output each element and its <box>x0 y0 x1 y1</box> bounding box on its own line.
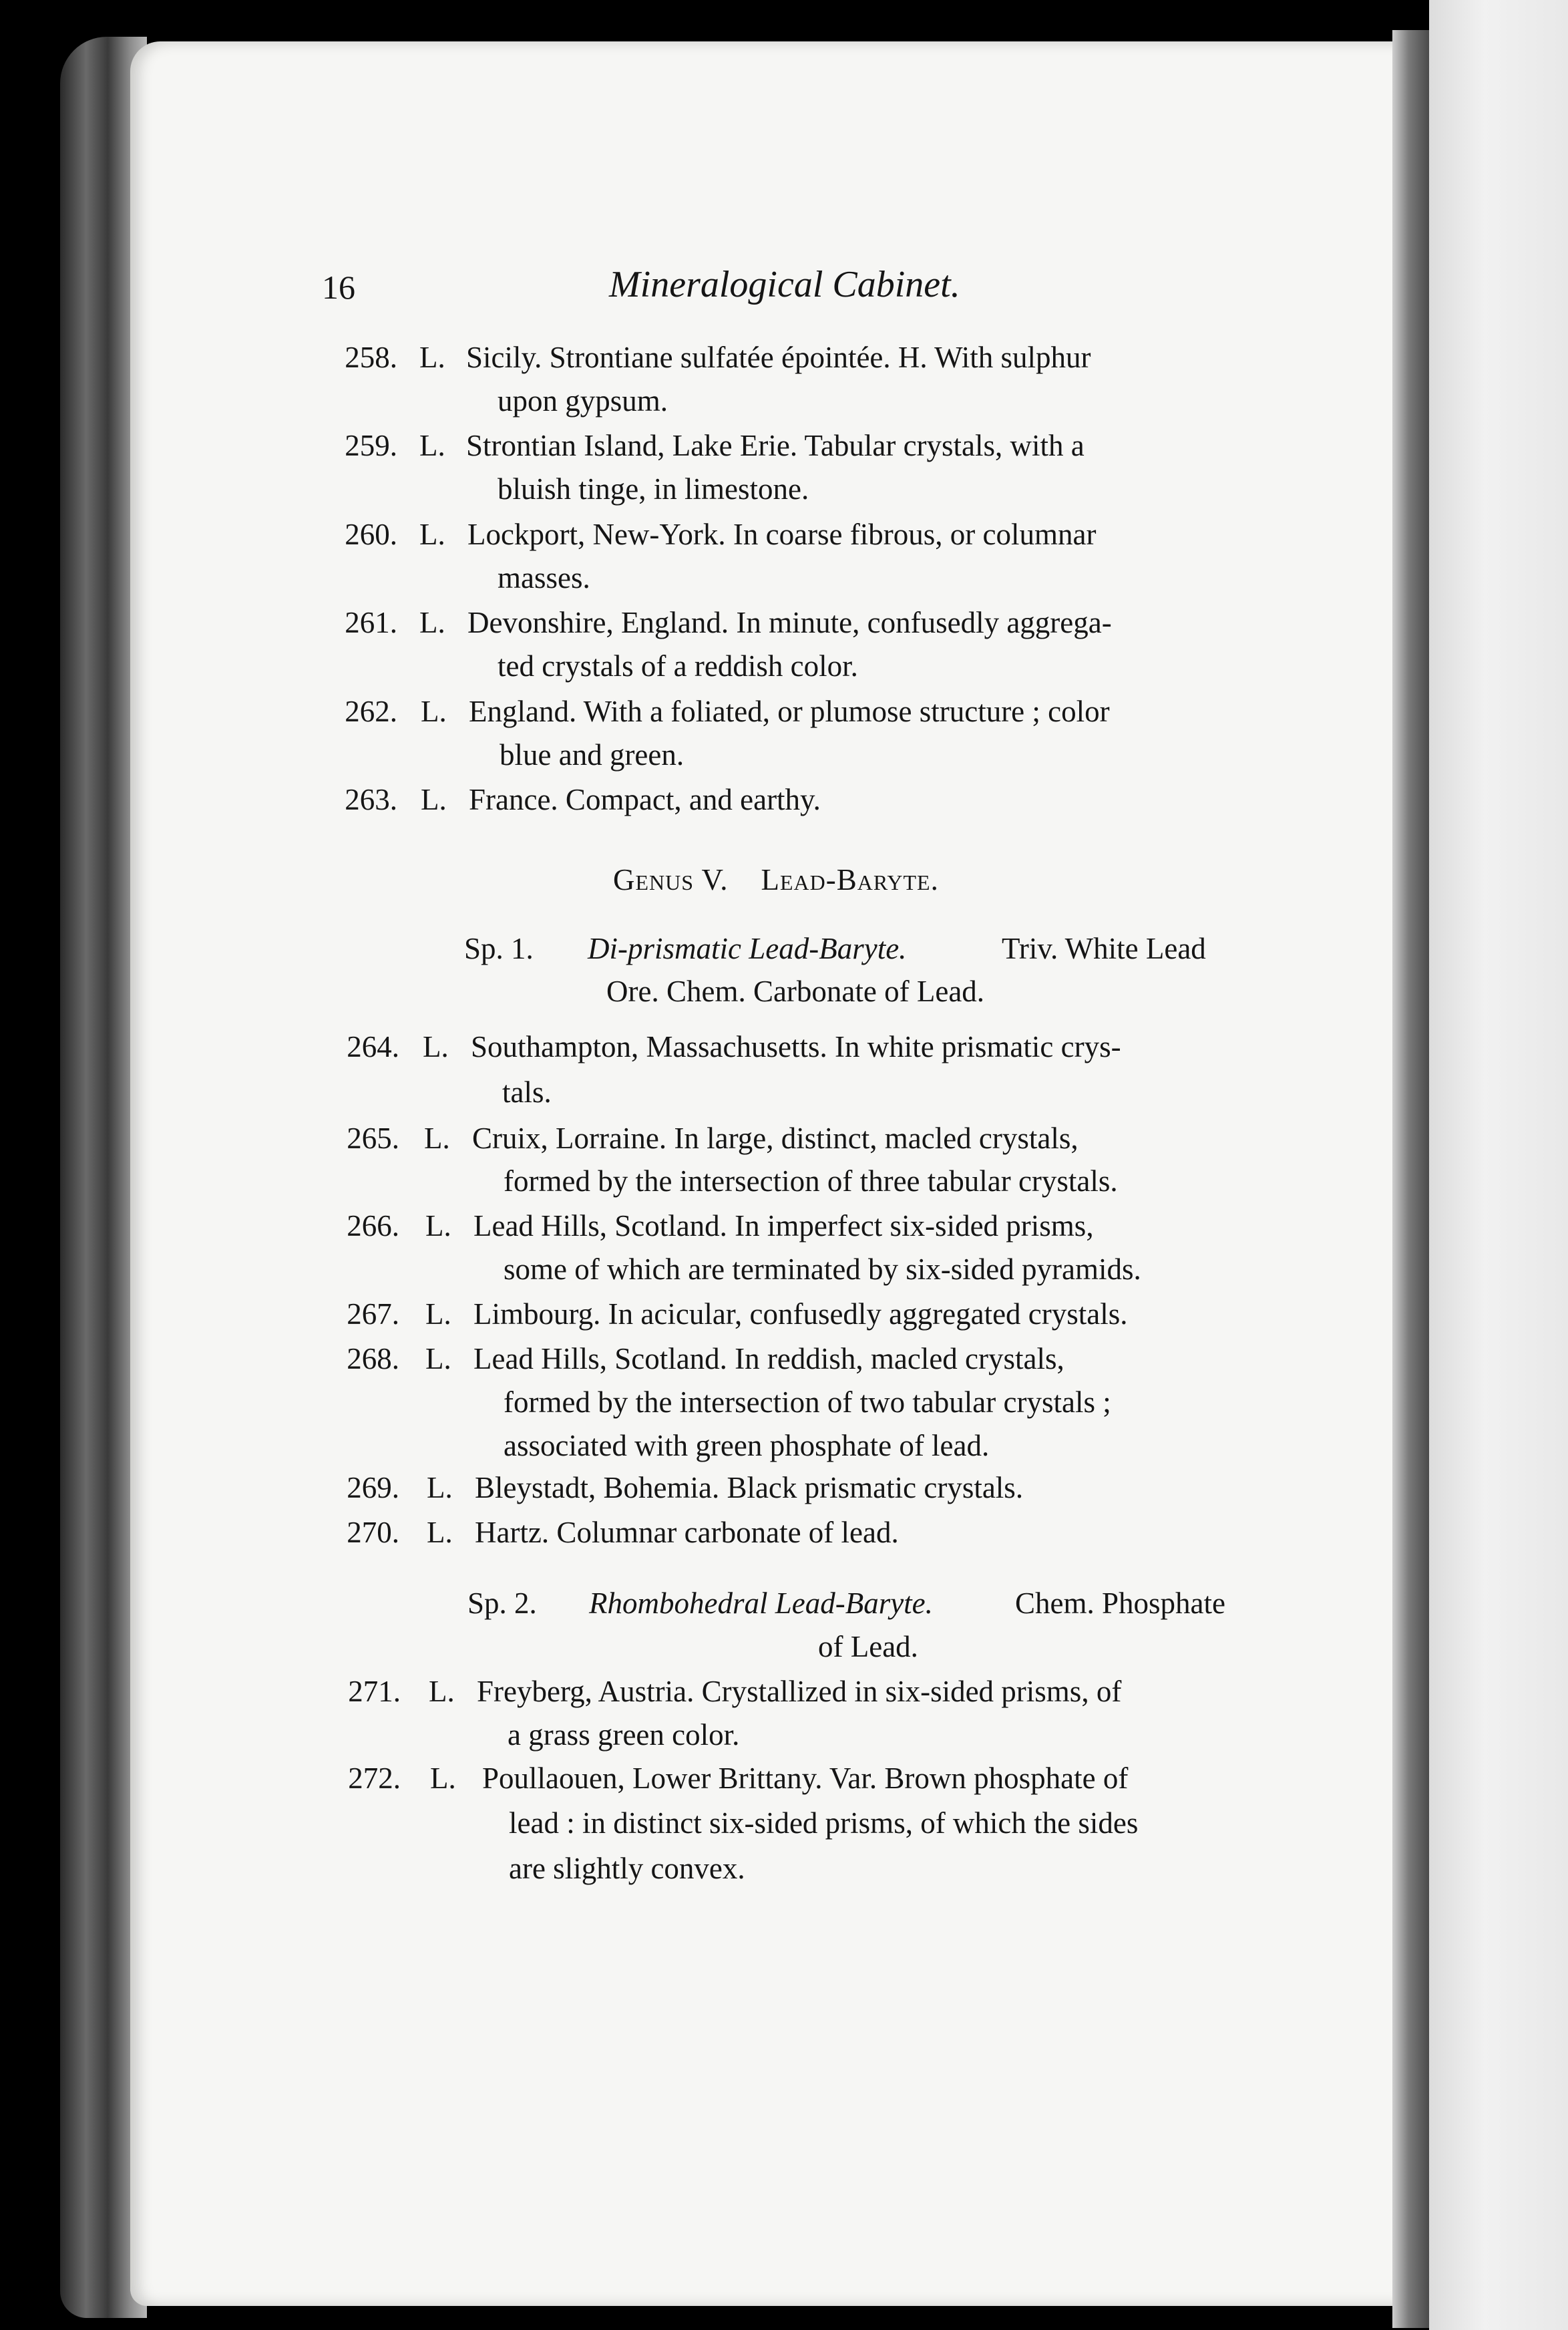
entry-number: 269. <box>347 1471 399 1504</box>
entry-line-1: Lockport, New-York. In coarse fibrous, or columnar <box>467 518 1097 551</box>
entry-number: 259. <box>345 429 397 462</box>
page-number: 16 <box>322 269 355 306</box>
entry-line-1: Lead Hills, Scotland. In reddish, macled crystals, <box>473 1342 1064 1375</box>
entry-line-1: France. Compact, and earthy. <box>469 783 821 816</box>
entry-line-2: lead : in distinct six-sided prisms, of which the sides <box>509 1806 1139 1840</box>
genus-heading <box>613 865 939 895</box>
running-head: Mineralogical Cabinet. <box>609 264 960 305</box>
entry-line-1: England. With a foliated, or plumose structure ; color <box>469 695 1110 728</box>
entry-line-1: Freyberg, Austria. Crystallized in six-sided prisms, of <box>477 1675 1122 1708</box>
species-trivial-name: Triv. White Lead <box>1002 932 1206 965</box>
entry-number: 262. <box>345 695 397 728</box>
entry-label: L. <box>430 1762 456 1795</box>
entry-line-1: Poullaouen, Lower Brittany. Var. Brown phosphate of <box>482 1762 1129 1795</box>
entry-number: 260. <box>345 518 397 551</box>
entry-label: L. <box>421 695 447 728</box>
genus-prefix: Genus V. <box>613 863 729 896</box>
entry-line-2: formed by the intersection of three tabular crystals. <box>504 1164 1118 1198</box>
species-label: Sp. 2. <box>467 1587 537 1620</box>
entry-line-2: tals. <box>502 1075 552 1109</box>
entry-line-1: Limbourg. In acicular, confusedly aggregated crystals. <box>473 1297 1128 1331</box>
species-chemical-name-cont: of Lead. <box>818 1630 918 1663</box>
entry-label: L. <box>425 1297 451 1331</box>
entry-line-2: a grass green color. <box>508 1718 740 1752</box>
entry-line-1: Cruix, Lorraine. In large, distinct, macled crystals, <box>472 1122 1079 1155</box>
entry-line-3: are slightly convex. <box>509 1852 745 1885</box>
entry-line-1: Southampton, Massachusetts. In white prismatic crys- <box>471 1030 1121 1063</box>
adjacent-page-edge <box>1429 0 1568 2330</box>
species-name: Rhombohedral Lead-Baryte. <box>589 1587 933 1620</box>
species-name: Di-prismatic Lead-Baryte. <box>588 932 907 965</box>
entry-label: L. <box>419 606 445 639</box>
entry-number: 271. <box>348 1675 401 1708</box>
entry-label: L. <box>427 1471 453 1504</box>
entry-line-3: associated with green phosphate of lead. <box>504 1429 990 1462</box>
entry-label: L. <box>419 341 445 374</box>
entry-line-2: masses. <box>498 561 590 595</box>
entry-line-1: Bleystadt, Bohemia. Black prismatic crystals. <box>475 1471 1024 1504</box>
entry-line-2: some of which are terminated by six-sided pyramids. <box>504 1253 1141 1286</box>
entry-label: L. <box>429 1675 455 1708</box>
entry-number: 261. <box>345 606 397 639</box>
entry-number: 258. <box>345 341 397 374</box>
entry-label: L. <box>425 1209 451 1242</box>
entry-number: 272. <box>348 1762 401 1795</box>
species-chemical-name: Ore. Chem. Carbonate of Lead. <box>606 975 985 1008</box>
entry-number: 263. <box>345 783 397 816</box>
entry-line-1: Lead Hills, Scotland. In imperfect six-sided prisms, <box>473 1209 1094 1242</box>
entry-label: L. <box>423 1030 449 1063</box>
entry-line-1: Hartz. Columnar carbonate of lead. <box>475 1516 899 1549</box>
species-label: Sp. 1. <box>464 932 534 965</box>
species-chemical-name: Chem. Phosphate <box>1015 1587 1225 1620</box>
entry-label: L. <box>419 518 445 551</box>
entry-line-2: ted crystals of a reddish color. <box>498 649 858 683</box>
entry-line-2: formed by the intersection of two tabular crystals ; <box>504 1385 1111 1419</box>
entry-line-1: Strontian Island, Lake Erie. Tabular crystals, with a <box>466 429 1085 462</box>
genus-name: Lead-Baryte. <box>761 863 939 896</box>
entry-label: L. <box>425 1342 451 1375</box>
entry-line-2: blue and green. <box>500 738 684 772</box>
entry-number: 268. <box>347 1342 399 1375</box>
entry-label: L. <box>419 429 445 462</box>
entry-label: L. <box>424 1122 450 1155</box>
entry-number: 270. <box>347 1516 399 1549</box>
entry-line-2: upon gypsum. <box>498 384 668 418</box>
entry-line-1: Devonshire, England. In minute, confusedly aggrega- <box>467 606 1112 639</box>
entry-number: 266. <box>347 1209 399 1242</box>
entry-number: 267. <box>347 1297 399 1331</box>
entry-line-1: Sicily. Strontiane sulfatée épointée. H. With sulphur <box>466 341 1091 374</box>
entry-line-2: bluish tinge, in limestone. <box>498 472 809 506</box>
entry-number: 264. <box>347 1030 399 1063</box>
page-gutter <box>1392 30 1429 2328</box>
entry-label: L. <box>421 783 447 816</box>
entry-number: 265. <box>347 1122 399 1155</box>
entry-label: L. <box>427 1516 453 1549</box>
